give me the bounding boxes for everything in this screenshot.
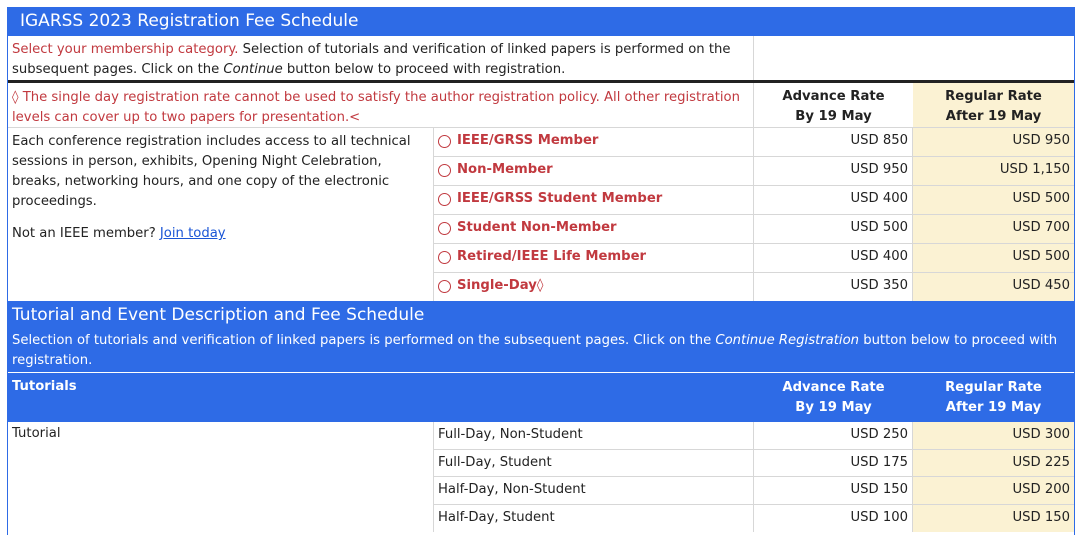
radio-button-icon[interactable] <box>438 164 451 177</box>
intro-row <box>8 36 1074 83</box>
membership-label: IEEE/GRSS Member <box>457 133 599 148</box>
join-today-link[interactable]: Join today <box>159 226 226 241</box>
membership-option[interactable] <box>434 186 754 214</box>
tutorial-row-label: Tutorial <box>8 422 434 532</box>
advance-price: USD 400 <box>754 244 913 272</box>
regular-rate-label: Regular Rate <box>945 89 1042 104</box>
tutorial-option-label: Full-Day, Non-Student <box>434 422 754 449</box>
tutorial-regular-price: USD 300 <box>913 422 1074 449</box>
tutorial-advance-price: USD 150 <box>754 477 913 504</box>
registration-description <box>8 128 434 301</box>
tutorial-section-text <box>8 327 1074 373</box>
advance-price: USD 850 <box>754 128 913 156</box>
advance-rate-date: By 19 May <box>795 109 872 124</box>
tutorial-regular-price: USD 150 <box>913 505 1074 533</box>
notice-row <box>8 83 1074 128</box>
description-text: Each conference registration includes access to all technical sessions in person, exhibits, Opening Night Celebration, breaks, networking hours, and one copy of the electronic proceedings. <box>12 134 411 209</box>
tutorial-regular-rate-label: Regular Rate <box>945 380 1042 395</box>
tutorial-row <box>434 450 1074 478</box>
tutorial-advance-price: USD 100 <box>754 505 913 533</box>
tutorial-section-title: Tutorial and Event Description and Fee Schedule <box>12 305 425 325</box>
tutorial-options <box>434 422 1074 532</box>
membership-label: Student Non-Member <box>457 220 617 235</box>
membership-row <box>434 273 1074 301</box>
regular-rate-header <box>913 83 1074 127</box>
advance-price: USD 950 <box>754 157 913 185</box>
membership-row <box>434 157 1074 186</box>
registration-title: IGARSS 2023 Registration Fee Schedule <box>8 8 1074 36</box>
intro-empty-cell <box>754 36 1074 80</box>
tutorial-advance-rate-label: Advance Rate <box>782 380 885 395</box>
membership-label: IEEE/GRSS Student Member <box>457 191 663 206</box>
tutorial-regular-rate-date: After 19 May <box>945 400 1042 415</box>
radio-button-icon[interactable] <box>438 135 451 148</box>
tutorial-option-label: Half-Day, Non-Student <box>434 477 754 504</box>
regular-price: USD 700 <box>913 215 1074 243</box>
tutorial-table-header <box>8 373 1074 422</box>
tutorial-section-header <box>8 301 1074 422</box>
tutorial-advance-rate-header <box>754 373 913 422</box>
regular-price: USD 500 <box>913 244 1074 272</box>
regular-price: USD 1,150 <box>913 157 1074 185</box>
tutorial-block <box>8 422 1074 532</box>
advance-price: USD 350 <box>754 273 913 301</box>
tutorial-regular-rate-header <box>913 373 1074 422</box>
regular-price: USD 500 <box>913 186 1074 214</box>
regular-rate-date: After 19 May <box>945 109 1042 124</box>
radio-button-icon[interactable] <box>438 251 451 264</box>
regular-price: USD 950 <box>913 128 1074 156</box>
registration-panel <box>7 7 1075 535</box>
regular-price: USD 450 <box>913 273 1074 301</box>
tutorial-regular-price: USD 225 <box>913 450 1074 477</box>
tutorials-column-header: Tutorials <box>12 379 77 394</box>
tutorial-option-label: Full-Day, Student <box>434 450 754 477</box>
membership-option[interactable] <box>434 128 754 156</box>
membership-option[interactable] <box>434 273 754 301</box>
single-day-notice: ◊ The single day registration rate cannot be used to satisfy the author registration policy. All other registration levels can cover up to two papers for presentation.< <box>8 83 754 127</box>
advance-price: USD 400 <box>754 186 913 214</box>
tutorial-text-part-1: Selection of tutorials and verification of linked papers is performed on the subsequent pages. Click on the <box>12 333 716 348</box>
membership-option[interactable] <box>434 215 754 243</box>
radio-button-icon[interactable] <box>438 222 451 235</box>
tutorial-row <box>434 422 1074 450</box>
continue-emphasis: Continue <box>223 62 283 77</box>
membership-row <box>434 186 1074 215</box>
advance-rate-header <box>754 83 913 127</box>
radio-button-icon[interactable] <box>438 193 451 206</box>
tutorial-regular-price: USD 200 <box>913 477 1074 504</box>
membership-options <box>434 128 1074 301</box>
intro-highlight: Select your membership category. <box>12 42 239 57</box>
tutorial-option-label: Half-Day, Student <box>434 505 754 533</box>
membership-label: Retired/IEEE Life Member <box>457 249 647 264</box>
not-member-text: Not an IEEE member? <box>12 226 160 241</box>
intro-text <box>8 36 754 80</box>
intro-text-part-2: button below to proceed with registration. <box>282 62 566 77</box>
advance-rate-label: Advance Rate <box>782 89 885 104</box>
advance-price: USD 500 <box>754 215 913 243</box>
membership-row <box>434 215 1074 244</box>
continue-registration-emphasis: Continue Registration <box>715 333 860 348</box>
tutorial-row <box>434 477 1074 505</box>
membership-row <box>434 244 1074 273</box>
tutorial-advance-price: USD 250 <box>754 422 913 449</box>
tutorial-row <box>434 505 1074 533</box>
tutorial-advance-price: USD 175 <box>754 450 913 477</box>
membership-row <box>434 128 1074 157</box>
intro-text-part-1: Selection of tutorials and verification of linked papers is performed on the subsequent pages. Click on the <box>12 42 731 77</box>
membership-option[interactable] <box>434 244 754 272</box>
membership-block <box>8 128 1074 301</box>
radio-button-icon[interactable] <box>438 280 451 293</box>
membership-label: Non-Member <box>457 162 553 177</box>
membership-label: Single-Day◊ <box>457 278 544 293</box>
join-line <box>12 224 429 244</box>
tutorial-text-part-2: button below to proceed with registration. <box>12 333 1058 368</box>
membership-option[interactable] <box>434 157 754 185</box>
tutorial-advance-rate-date: By 19 May <box>795 400 872 415</box>
